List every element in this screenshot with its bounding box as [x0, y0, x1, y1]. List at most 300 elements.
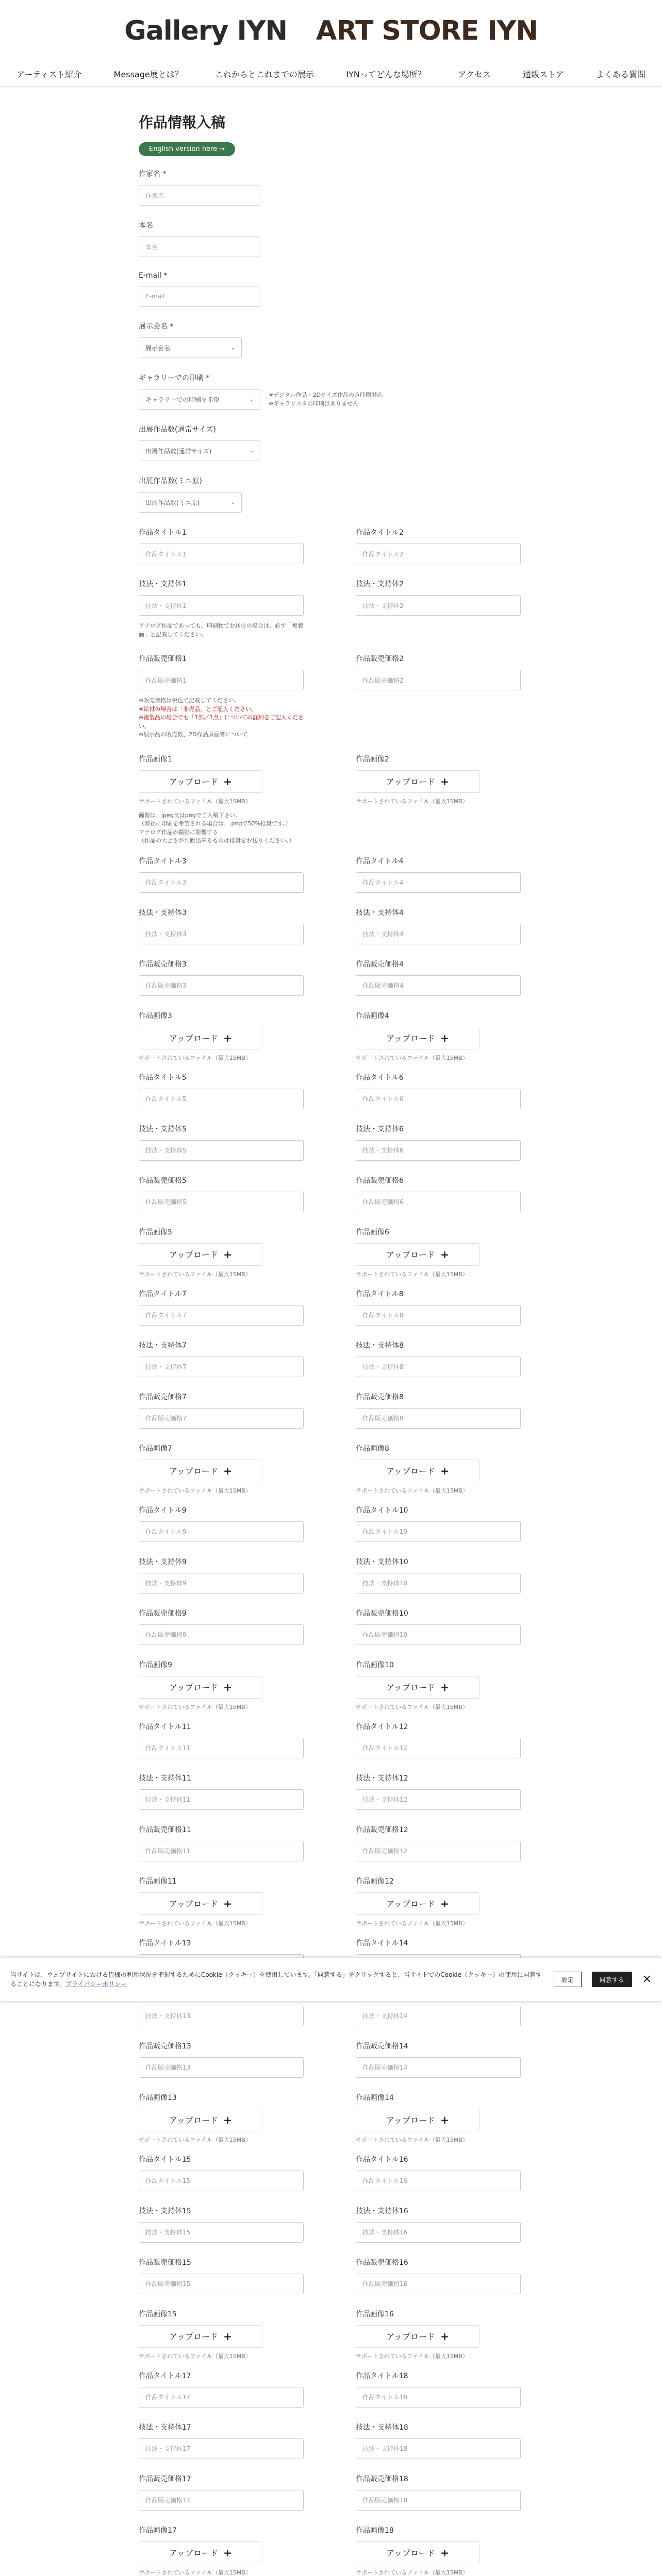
work-title-input[interactable]: 作品タイトル12 — [356, 1738, 521, 1758]
work-price-field — [356, 653, 523, 739]
work-image-field — [139, 1010, 306, 1062]
work-image-field — [139, 1876, 306, 1927]
work-price-label: 作品販売価格2 — [356, 655, 404, 663]
work-price-input[interactable]: 作品販売価格14 — [356, 2057, 521, 2078]
work-technique-field — [356, 579, 523, 639]
upload-note: サポートされているファイル（最大15MB） — [356, 1270, 468, 1278]
image-notes — [139, 811, 306, 845]
artist-name-field — [139, 168, 523, 206]
work-image-field — [139, 2309, 306, 2360]
work-title-label: 作品タイトル14 — [356, 1939, 408, 1947]
work-price-input[interactable]: 作品販売価格11 — [139, 1841, 304, 1861]
artist-name-input[interactable]: 作家名 — [139, 185, 260, 206]
upload-label: アップロード — [386, 777, 436, 787]
count-normal-field — [139, 424, 523, 461]
artstore-logo[interactable]: ART STORE IYN — [316, 15, 538, 46]
upload-label: アップロード — [169, 1899, 219, 1909]
work-price-input[interactable]: 作品販売価格18 — [356, 2490, 521, 2511]
upload-button[interactable] — [356, 1027, 479, 1049]
work-title-label: 作品タイトル10 — [356, 1506, 408, 1515]
page-title: 作品情報入稿 — [139, 114, 226, 131]
gallery-print-select[interactable] — [139, 389, 260, 410]
nav-item-exhibitions[interactable]: これからとこれまでの展示 — [215, 70, 315, 79]
work-price-field — [356, 959, 523, 996]
work-price-label: 作品販売価格10 — [356, 1609, 408, 1618]
work-image-field — [139, 2525, 306, 2576]
upload-note: サポートされているファイル（最大15MB） — [139, 1703, 251, 1710]
artist-name-label: 作家名 * — [139, 170, 167, 178]
work-technique-field — [139, 1773, 306, 1810]
work-technique-field — [356, 1340, 523, 1377]
plus-icon: + — [223, 2113, 232, 2126]
work-title-field — [356, 1505, 523, 1542]
work-title-label: 作品タイトル3 — [139, 857, 187, 866]
work-price-label: 作品販売価格6 — [356, 1176, 404, 1185]
work-technique-field — [139, 2422, 306, 2459]
gallery-print-select-value: ギャラリーでの印刷を希望 — [145, 396, 220, 403]
work-technique-label: 技法・支持体12 — [356, 1774, 408, 1783]
upload-label: アップロード — [169, 2548, 219, 2558]
plus-icon: + — [440, 1248, 449, 1261]
work-price-label: 作品販売価格16 — [356, 2258, 408, 2267]
upload-button[interactable] — [139, 1027, 262, 1049]
work-price-field — [139, 1608, 306, 1645]
work-image-field — [356, 2525, 523, 2576]
site-header — [0, 0, 662, 62]
work-technique-label: 技法・支持体2 — [356, 580, 404, 588]
upload-note: サポートされているファイル（最大15MB） — [356, 798, 468, 805]
work-title-input[interactable]: 作品タイトル7 — [139, 1305, 304, 1326]
work-technique-input[interactable]: 技法・支持体2 — [356, 595, 521, 616]
work-technique-field — [356, 1556, 523, 1594]
count-normal-select[interactable] — [139, 440, 260, 461]
upload-button[interactable] — [356, 770, 479, 793]
count-normal-label: 出展作品数(通常サイズ) — [139, 426, 216, 434]
work-technique-input[interactable]: 技法・支持体13 — [139, 2006, 304, 2026]
work-title-label: 作品タイトル4 — [356, 857, 404, 866]
work-title-input[interactable]: 作品タイトル8 — [356, 1305, 521, 1326]
work-price-input[interactable]: 作品販売価格9 — [139, 1624, 304, 1645]
upload-button[interactable] — [139, 2325, 262, 2348]
work-price-label: 作品販売価格15 — [139, 2258, 191, 2267]
work-technique-field — [356, 1773, 523, 1810]
price-notes — [139, 697, 306, 739]
upload-note: サポートされているファイル（最大15MB） — [356, 2136, 468, 2143]
upload-note: サポートされているファイル（最大15MB） — [356, 1487, 468, 1494]
real-name-label: 本名 — [139, 222, 153, 230]
work-price-field — [356, 1175, 523, 1212]
gallery-print-label: ギャラリーでの印刷 * — [139, 374, 210, 382]
email-input[interactable]: E-mail — [139, 286, 260, 307]
english-version-button[interactable]: English version here → — [139, 142, 235, 156]
email-label: E-mail * — [139, 272, 168, 280]
upload-button[interactable] — [356, 2325, 479, 2348]
work-technique-field — [139, 579, 306, 639]
works-row — [139, 2370, 523, 2576]
works-row — [139, 1289, 523, 1505]
work-title-field — [139, 1072, 306, 1109]
work-title-input[interactable]: 作品タイトル10 — [356, 1521, 521, 1542]
work-title-input[interactable]: 作品タイトル3 — [139, 872, 304, 893]
work-image-field — [356, 1010, 523, 1062]
work-price-label: 作品販売価格17 — [139, 2475, 191, 2483]
work-title-label: 作品タイトル1 — [139, 529, 187, 537]
work-technique-input[interactable]: 技法・支持体15 — [139, 2222, 304, 2243]
work-technique-field — [356, 2422, 523, 2459]
work-image-label: 作品画像7 — [139, 1444, 172, 1453]
works-row — [139, 856, 523, 1072]
work-technique-label: 技法・支持体9 — [139, 1557, 187, 1566]
work-image-field — [139, 1443, 306, 1495]
work-price-field — [139, 1175, 306, 1212]
work-title-label: 作品タイトル18 — [356, 2371, 408, 2380]
upload-button[interactable] — [139, 1892, 262, 1915]
work-price-label: 作品販売価格3 — [139, 960, 187, 969]
work-title-label: 作品タイトル12 — [356, 1722, 408, 1731]
upload-button[interactable] — [139, 1243, 262, 1266]
work-title-field — [356, 1721, 523, 1758]
upload-label: アップロード — [169, 777, 219, 787]
upload-label: アップロード — [169, 2332, 219, 2342]
upload-note: サポートされているファイル（最大15MB） — [139, 1487, 251, 1494]
work-image-field — [139, 1227, 306, 1278]
plus-icon: + — [440, 2113, 449, 2126]
work-technique-input[interactable]: 技法・支持体14 — [356, 2006, 521, 2026]
upload-label: アップロード — [386, 1899, 436, 1909]
work-image-field — [139, 1659, 306, 1711]
work-price-input[interactable]: 作品販売価格16 — [356, 2274, 521, 2294]
work-title-label: 作品タイトル8 — [356, 1290, 404, 1298]
upload-note: サポートされているファイル（最大15MB） — [139, 2569, 251, 2576]
work-price-input[interactable]: 作品販売価格13 — [139, 2057, 304, 2078]
work-price-input[interactable]: 作品販売価格1 — [139, 670, 304, 690]
work-title-input[interactable]: 作品タイトル9 — [139, 1521, 304, 1542]
work-technique-field — [139, 1124, 306, 1161]
work-image-field — [139, 2092, 306, 2144]
cookie-text — [10, 1970, 543, 1989]
plus-icon: + — [223, 1464, 232, 1477]
work-title-label: 作品タイトル15 — [139, 2155, 191, 2164]
work-technique-label: 技法・支持体5 — [139, 1125, 187, 1133]
close-icon[interactable]: ✕ — [642, 1973, 652, 1986]
work-price-field — [139, 2473, 306, 2511]
plus-icon: + — [223, 1248, 232, 1261]
work-image-label: 作品画像10 — [356, 1660, 394, 1669]
work-technique-input[interactable]: 技法・支持体10 — [356, 1573, 521, 1594]
works-row — [139, 527, 523, 856]
upload-note: サポートされているファイル（最大15MB） — [356, 2352, 468, 2360]
nav-item-access[interactable]: アクセス — [458, 70, 491, 79]
work-price-field — [356, 1608, 523, 1645]
upload-button[interactable] — [356, 2109, 479, 2131]
work-technique-input[interactable]: 技法・支持体4 — [356, 924, 521, 944]
work-image-label: 作品画像2 — [356, 755, 389, 764]
work-price-field — [139, 2257, 306, 2294]
work-technique-label: 技法・支持体8 — [356, 1341, 404, 1350]
work-title-input[interactable]: 作品タイトル4 — [356, 872, 521, 893]
price-note-line: ※絵付の場合は「非売品」とご記入ください。 — [139, 705, 257, 713]
work-title-field — [356, 2154, 523, 2191]
work-title-input[interactable]: 作品タイトル17 — [139, 2387, 304, 2408]
plus-icon: + — [223, 1681, 232, 1693]
exhibition-select[interactable] — [139, 337, 242, 358]
email-field — [139, 272, 523, 307]
upload-note: サポートされているファイル（最大15MB） — [139, 1270, 251, 1278]
privacy-policy-link[interactable]: プライバシーポリシー — [65, 1980, 127, 1988]
work-title-field — [356, 856, 523, 893]
work-title-input[interactable]: 作品タイトル1 — [139, 544, 304, 564]
work-image-field — [356, 1443, 523, 1495]
work-price-label: 作品販売価格8 — [356, 1393, 404, 1401]
work-image-label: 作品画像9 — [139, 1660, 172, 1669]
work-title-field — [139, 1289, 306, 1326]
upload-button[interactable] — [356, 1676, 479, 1699]
work-price-label: 作品販売価格14 — [356, 2042, 408, 2050]
price-note-line: ※販売価格は税込で記載してください。 — [139, 697, 240, 704]
work-price-input[interactable]: 作品販売価格12 — [356, 1841, 521, 1861]
work-technique-field — [356, 2206, 523, 2243]
work-image-field — [139, 754, 306, 845]
technique-note: アナログ作品であっても、印刷物でお送付の場合は、必ず「複製画」と記載してください。 — [139, 622, 303, 638]
upload-note: サポートされているファイル（最大15MB） — [356, 1054, 468, 1061]
gallery-print-note: ※デジタル作品・2Dサイズ作品のみ印刷対応 ※ギャラリスタの印刷はありません — [269, 392, 383, 407]
work-technique-label: 技法・支持体10 — [356, 1557, 408, 1566]
work-technique-input[interactable]: 技法・支持体18 — [356, 2438, 521, 2459]
nav-item-store[interactable]: 通販ストア — [523, 70, 564, 79]
upload-label: アップロード — [386, 2332, 436, 2342]
nav-item-artists[interactable]: アーティスト紹介 — [16, 70, 82, 79]
work-image-label: 作品画像3 — [139, 1011, 172, 1020]
plus-icon: + — [440, 1031, 449, 1044]
work-technique-label: 技法・支持体4 — [356, 908, 404, 917]
upload-button[interactable] — [356, 1243, 479, 1266]
image-note-line: 画像は、jpeg又はpngでご入稿下さい。 — [139, 811, 241, 819]
real-name-input[interactable]: 本名 — [139, 236, 260, 257]
gallery-print-field — [139, 372, 523, 410]
work-technique-input[interactable]: 技法・支持体1 — [139, 595, 304, 616]
work-title-input[interactable]: 作品タイトル11 — [139, 1738, 304, 1758]
upload-note: サポートされているファイル（最大15MB） — [139, 2136, 251, 2143]
work-technique-field — [139, 2206, 306, 2243]
work-price-input[interactable]: 作品販売価格7 — [139, 1408, 304, 1429]
main-nav — [0, 62, 662, 87]
upload-button[interactable] — [356, 2541, 479, 2564]
work-technique-input[interactable]: 技法・支持体8 — [356, 1357, 521, 1377]
plus-icon: + — [223, 1031, 232, 1044]
work-image-field — [356, 2309, 523, 2360]
upload-button[interactable] — [139, 2541, 262, 2564]
works-row — [139, 1505, 523, 1721]
upload-button[interactable] — [139, 1676, 262, 1699]
work-technique-label: 技法・支持体3 — [139, 908, 187, 917]
work-technique-input[interactable]: 技法・支持体7 — [139, 1357, 304, 1377]
work-price-field — [139, 2041, 306, 2078]
work-image-label: 作品画像1 — [139, 755, 172, 764]
upload-label: アップロード — [169, 1466, 219, 1476]
work-technique-label: 技法・支持体6 — [356, 1125, 404, 1133]
upload-button[interactable] — [139, 2109, 262, 2131]
work-price-field — [356, 2473, 523, 2511]
plus-icon: + — [223, 2330, 232, 2343]
upload-label: アップロード — [386, 2548, 436, 2558]
upload-note: サポートされているファイル（最大15MB） — [356, 2569, 468, 2576]
work-price-label: 作品販売価格11 — [139, 1825, 191, 1834]
work-technique-field — [139, 1556, 306, 1594]
work-technique-label: 技法・支持体7 — [139, 1341, 187, 1350]
plus-icon: + — [223, 2546, 232, 2559]
work-price-label: 作品販売価格5 — [139, 1176, 187, 1185]
upload-note: サポートされているファイル（最大15MB） — [139, 798, 251, 805]
work-title-field — [139, 2370, 306, 2408]
work-image-label: 作品画像12 — [356, 1877, 394, 1886]
gallery-logo[interactable]: Gallery IYN — [124, 15, 287, 46]
work-title-input[interactable]: 作品タイトル2 — [356, 544, 521, 564]
work-price-label: 作品販売価格18 — [356, 2475, 408, 2483]
work-price-input[interactable]: 作品販売価格8 — [356, 1408, 521, 1429]
work-technique-input[interactable]: 技法・支持体16 — [356, 2222, 521, 2243]
work-image-label: 作品画像5 — [139, 1228, 172, 1236]
works-row — [139, 1721, 523, 1938]
work-price-field — [356, 2257, 523, 2294]
work-title-label: 作品タイトル6 — [356, 1073, 404, 1082]
work-image-field — [356, 1659, 523, 1711]
work-price-input[interactable]: 作品販売価格2 — [356, 670, 521, 690]
plus-icon: + — [440, 1897, 449, 1910]
work-price-input[interactable]: 作品販売価格15 — [139, 2274, 304, 2294]
work-technique-input[interactable]: 技法・支持体3 — [139, 924, 304, 944]
work-price-input[interactable]: 作品販売価格3 — [139, 975, 304, 996]
work-title-field — [356, 1072, 523, 1109]
work-title-input[interactable]: 作品タイトル6 — [356, 1089, 521, 1109]
plus-icon: + — [440, 2330, 449, 2343]
plus-icon: + — [440, 2546, 449, 2559]
work-technique-label: 技法・支持体17 — [139, 2423, 191, 2432]
cookie-message: 当サイトは、ウェブサイトにおける皆様の利用状況を把握するためにCookie（クッキー）を使用しています。「同意する」をクリックすると、当サイトでのCookie（クッキー）の使用に同意することになります。 — [10, 1971, 542, 1988]
work-price-label: 作品販売価格12 — [356, 1825, 408, 1834]
work-image-field — [356, 1227, 523, 1278]
work-image-label: 作品画像4 — [356, 1011, 389, 1020]
plus-icon: + — [223, 775, 232, 788]
work-technique-input[interactable]: 技法・支持体12 — [356, 1789, 521, 1810]
work-price-field — [139, 1824, 306, 1861]
work-image-label: 作品画像16 — [356, 2310, 394, 2318]
image-note-line: アナログ作品の撮影に影響する — [139, 828, 218, 836]
work-image-label: 作品画像15 — [139, 2310, 177, 2318]
work-image-label: 作品画像13 — [139, 2093, 177, 2102]
nav-item-about[interactable]: IYNってどんな場所？ — [346, 70, 426, 79]
price-note-line: ※複製品の場合でも「1部／1点」についての詳細をご記入ください。 — [139, 714, 304, 730]
nav-item-faq[interactable]: よくある質問 — [595, 70, 646, 79]
price-note-line: ※展示品の販売数、2D作品原画等について — [139, 731, 248, 738]
work-price-label: 作品販売価格7 — [139, 1393, 187, 1401]
upload-label: アップロード — [386, 1033, 436, 1043]
work-title-field — [139, 527, 306, 564]
image-note-line: （弊社に印刷を希望される場合は、.pngで50%推奨です。） — [139, 820, 291, 827]
count-mini-label: 出展作品数(ミニ原) — [139, 477, 202, 485]
upload-button[interactable] — [139, 1460, 262, 1482]
count-mini-value: 出展作品数(ミニ原) — [145, 499, 200, 506]
works-list — [139, 527, 523, 2576]
upload-note: サポートされているファイル（最大15MB） — [139, 1920, 251, 1927]
work-title-field — [139, 2154, 306, 2191]
exhibition-field — [139, 321, 523, 358]
count-mini-field — [139, 476, 523, 513]
count-normal-value: 出展作品数(通常サイズ) — [145, 447, 212, 455]
work-price-input[interactable]: 作品販売価格5 — [139, 1192, 304, 1212]
upload-label: アップロード — [386, 2115, 436, 2125]
exhibition-select-value: 展示会名 — [145, 344, 171, 352]
upload-label: アップロード — [386, 1466, 436, 1476]
work-technique-input[interactable]: 技法・支持体6 — [356, 1140, 521, 1161]
upload-label: アップロード — [386, 1683, 436, 1692]
work-price-input[interactable]: 作品販売価格17 — [139, 2490, 304, 2511]
work-technique-field — [356, 1124, 523, 1161]
upload-label: アップロード — [169, 1033, 219, 1043]
work-technique-field — [139, 907, 306, 944]
work-title-field — [356, 1289, 523, 1326]
work-title-field — [356, 2370, 523, 2408]
work-technique-input[interactable]: 技法・支持体5 — [139, 1140, 304, 1161]
work-technique-input[interactable]: 技法・支持体17 — [139, 2438, 304, 2459]
work-price-label: 作品販売価格9 — [139, 1609, 187, 1618]
work-technique-label: 技法・支持体15 — [139, 2207, 191, 2215]
work-technique-field — [356, 907, 523, 944]
upload-button[interactable] — [139, 770, 262, 793]
work-title-label: 作品タイトル7 — [139, 1290, 187, 1298]
work-title-input[interactable]: 作品タイトル18 — [356, 2387, 521, 2408]
work-image-label: 作品画像6 — [356, 1228, 389, 1236]
work-technique-field — [139, 1340, 306, 1377]
cookie-settings-button[interactable]: 設定 — [554, 1972, 582, 1987]
work-title-field — [356, 527, 523, 564]
work-price-input[interactable]: 作品販売価格4 — [356, 975, 521, 996]
work-image-label: 作品画像14 — [356, 2093, 394, 2102]
work-image-field — [356, 2092, 523, 2144]
form-area — [139, 87, 523, 2576]
upload-note: サポートされているファイル（最大15MB） — [139, 1054, 251, 1061]
chevron-down-icon: ⌄ — [230, 499, 235, 505]
work-technique-input[interactable]: 技法・支持体9 — [139, 1573, 304, 1594]
work-image-label: 作品画像18 — [356, 2526, 394, 2535]
cookie-accept-button[interactable]: 同意する — [592, 1972, 632, 1987]
upload-button[interactable] — [356, 1892, 479, 1915]
work-price-field — [139, 653, 306, 739]
work-title-input[interactable]: 作品タイトル16 — [356, 2171, 521, 2191]
work-title-label: 作品タイトル16 — [356, 2155, 408, 2164]
plus-icon: + — [440, 775, 449, 788]
upload-button[interactable] — [356, 1460, 479, 1482]
work-title-input[interactable]: 作品タイトル15 — [139, 2171, 304, 2191]
work-image-label: 作品画像11 — [139, 1877, 177, 1886]
work-title-field — [139, 1505, 306, 1542]
work-title-label: 作品タイトル2 — [356, 529, 404, 537]
work-price-field — [356, 1824, 523, 1861]
work-technique-input[interactable]: 技法・支持体11 — [139, 1789, 304, 1810]
nav-item-message[interactable]: Message展とは？ — [113, 70, 183, 79]
count-mini-select[interactable] — [139, 492, 242, 513]
work-price-field — [356, 1392, 523, 1429]
work-technique-label: 技法・支持体1 — [139, 580, 187, 588]
upload-note: サポートされているファイル（最大15MB） — [356, 1703, 468, 1710]
works-row — [139, 2154, 523, 2370]
chevron-down-icon: ⌄ — [249, 396, 254, 402]
cookie-banner — [0, 1958, 662, 2001]
work-price-input[interactable]: 作品販売価格6 — [356, 1192, 521, 1212]
work-title-input[interactable]: 作品タイトル5 — [139, 1089, 304, 1109]
work-price-label: 作品販売価格13 — [139, 2042, 191, 2050]
work-price-input[interactable]: 作品販売価格10 — [356, 1624, 521, 1645]
work-image-label: 作品画像8 — [356, 1444, 389, 1453]
